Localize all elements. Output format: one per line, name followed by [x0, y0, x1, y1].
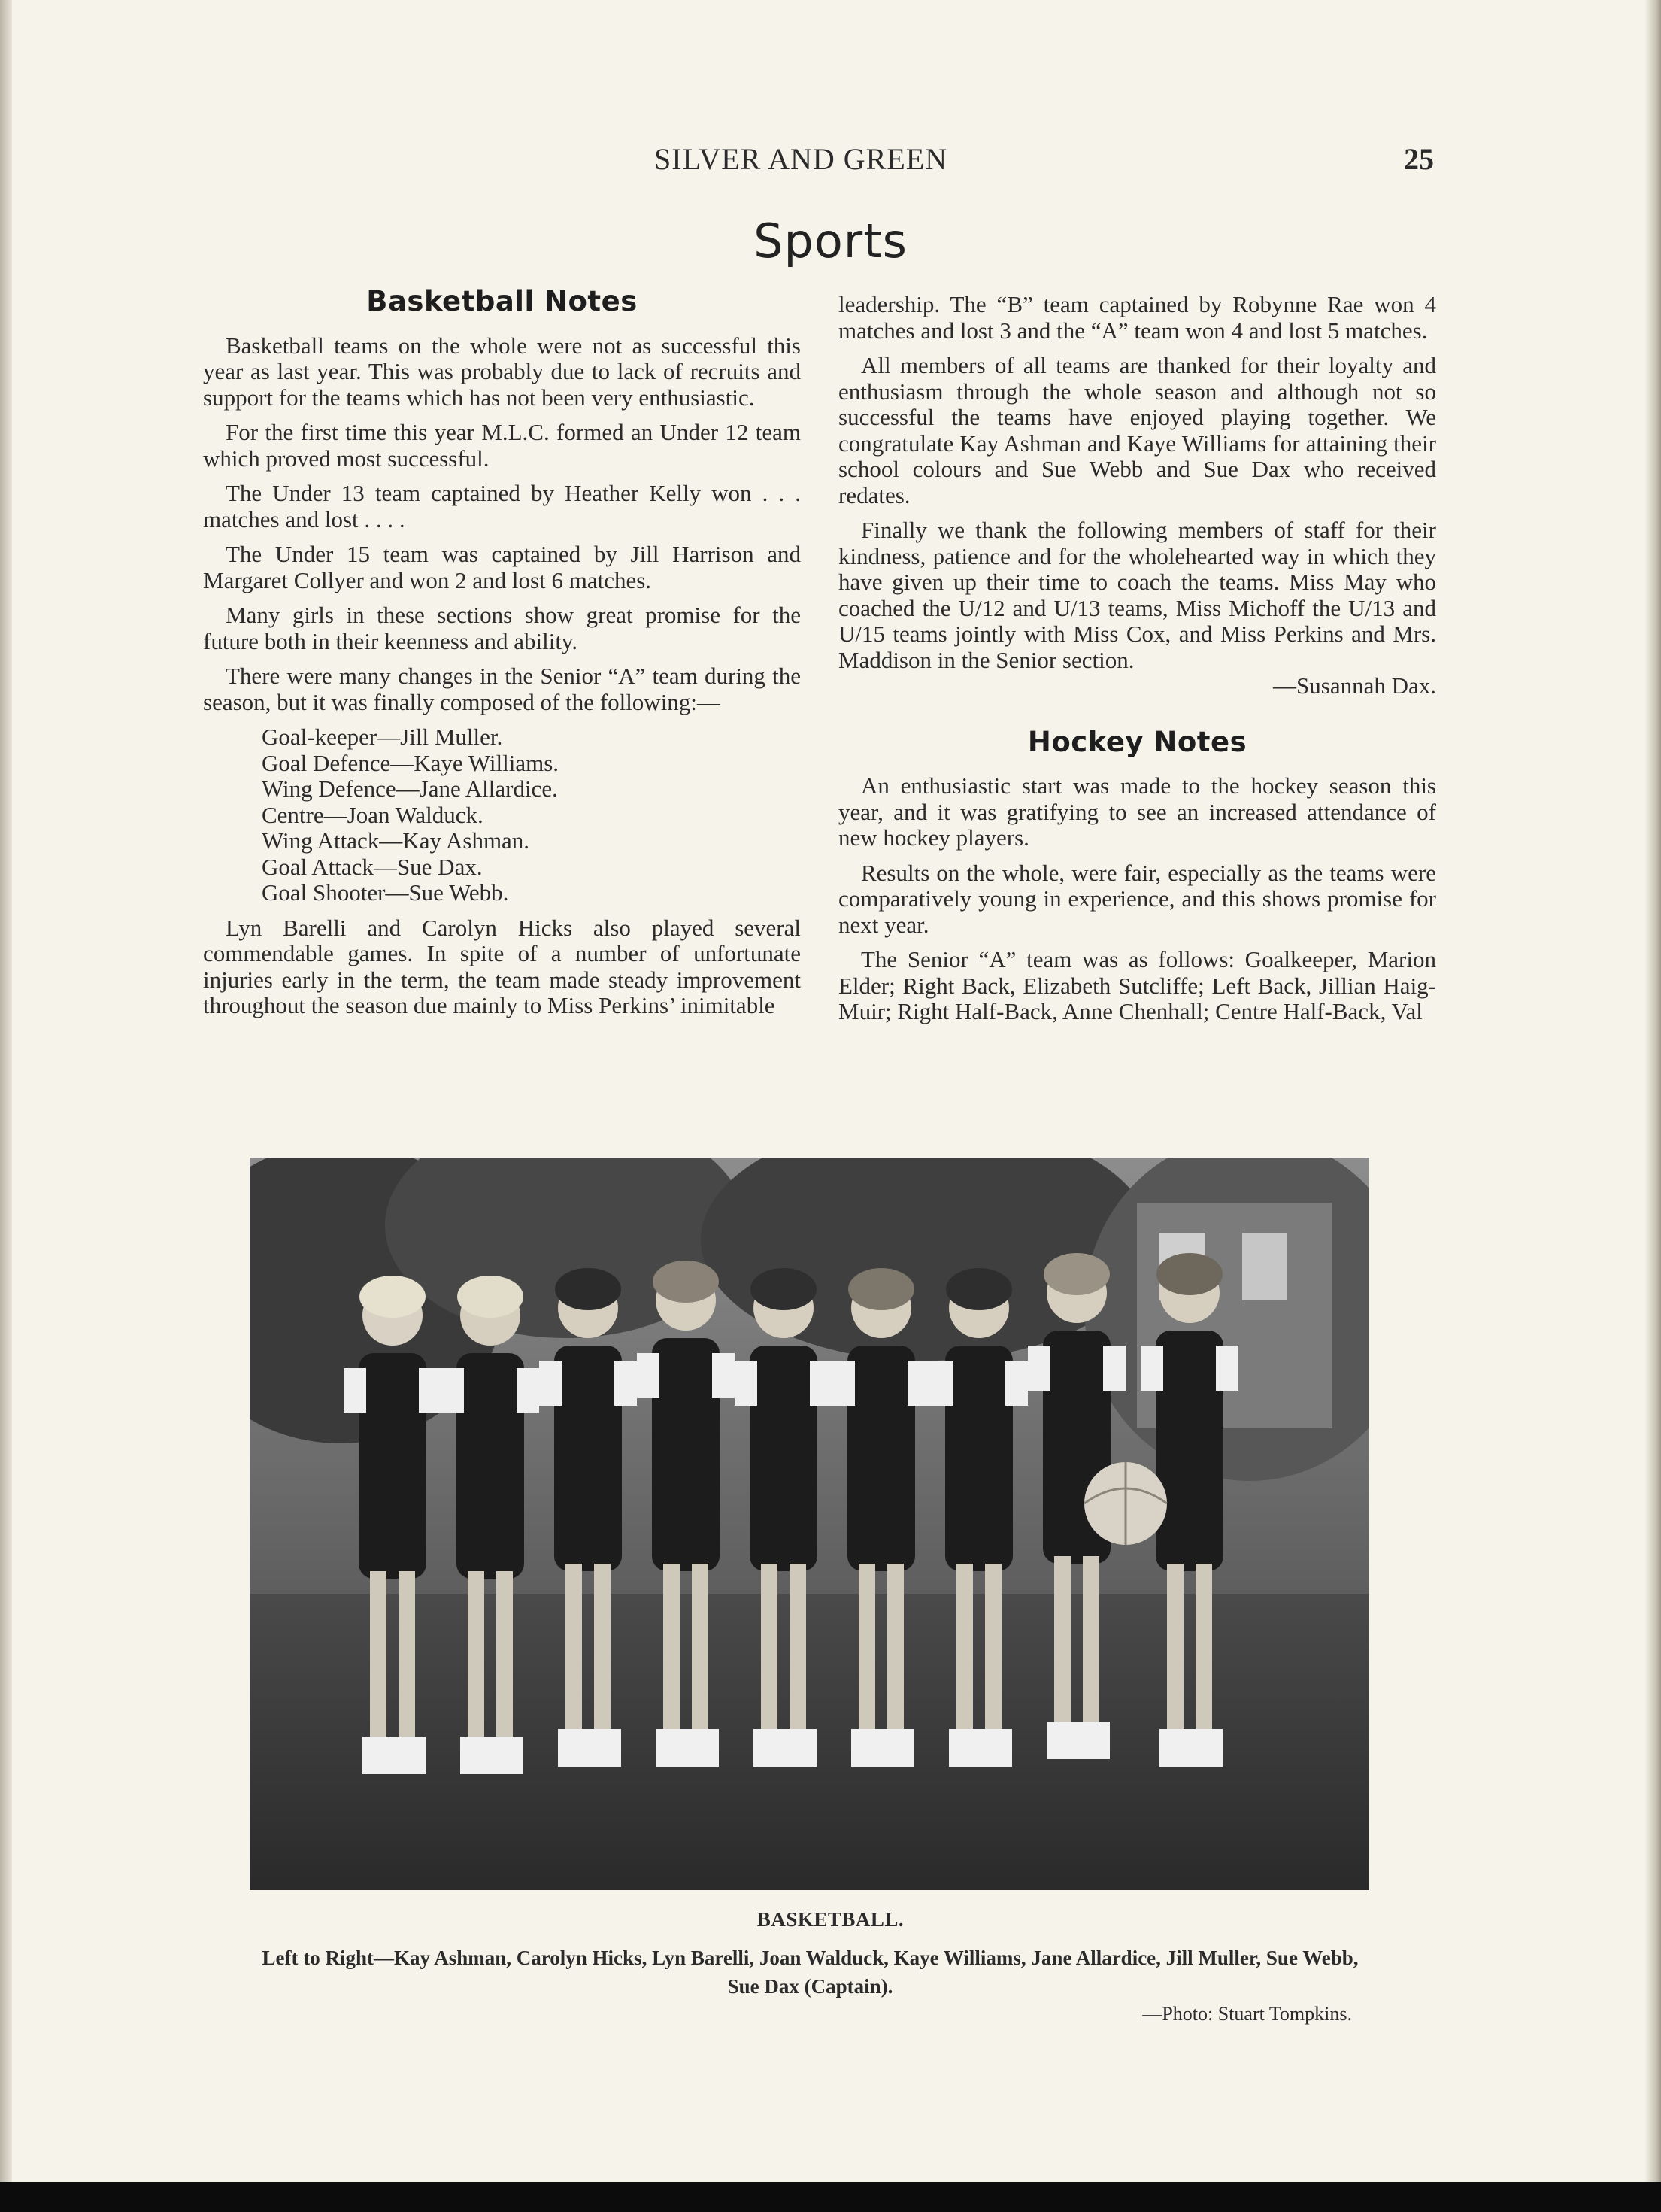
paragraph: Many girls in these sections show great promise for the future both in their keenness and ability. — [203, 602, 801, 654]
photo-caption-title: BASKETBALL. — [756, 1908, 905, 1931]
paragraph: Finally we thank the following members of staff for their kindness, patience and for the wholehearted way in which they have given up their time to coach the teams. Miss May who coached the U/12 and U/13 teams, Miss Michoff the U/13 and U/15 teams jointly with Miss Cox, and Miss Perkins and Mrs. Maddison in the Senior section. — [838, 517, 1436, 673]
lineup-item: Centre—Joan Walduck. — [262, 801, 483, 828]
article-author: —Susannah Dax. — [1273, 672, 1436, 699]
paragraph: The Under 13 team captained by Heather Kelly won . . . matches and lost . . . . — [203, 480, 801, 533]
lineup-item: Wing Attack—Kay Ashman. — [262, 827, 530, 854]
page-edge-shadow — [1644, 0, 1661, 2212]
paragraph: An enthusiastic start was made to the hockey season this year, and it was gratifying to see an increased attendance of new hockey players. — [838, 772, 1436, 851]
lineup-item: Goal Shooter—Sue Webb. — [262, 879, 509, 906]
lineup-item: Goal-keeper—Jill Muller. — [262, 724, 503, 750]
left-column — [203, 285, 801, 1028]
paragraph: The Under 15 team was captained by Jill Harrison and Margaret Collyer and won 2 and lost 6 matches. — [203, 541, 801, 593]
paragraph: For the first time this year M.L.C. formed an Under 12 team which proved most successful. — [203, 419, 801, 472]
photo-caption: Left to Right—Kay Ashman, Carolyn Hicks, Lyn Barelli, Joan Walduck, Kaye Williams, Jane Allardice, Jill Muller, Sue Webb, Sue Dax (Captain). — [262, 1946, 1359, 1998]
hockey-heading: Hockey Notes — [1027, 725, 1247, 758]
lineup-item: Goal Defence—Kaye Williams. — [262, 749, 559, 776]
section-title: Sports — [753, 214, 908, 269]
page-number: 25 — [1404, 142, 1434, 176]
photo-credit: —Photo: Stuart Tompkins. — [1142, 2003, 1352, 2025]
paragraph: Results on the whole, were fair, especially as the teams were comparatively young in experience, and this shows promise for next year. — [838, 859, 1436, 938]
paragraph: Lyn Barelli and Carolyn Hicks also played several commendable games. In spite of a number of unfortunate injuries early in the term, the team made steady improvement throughout the season due mainly to Miss Perkins’ inimitable — [203, 914, 801, 1018]
running-title: SILVER AND GREEN — [654, 142, 948, 176]
lineup-item: Wing Defence—Jane Allardice. — [262, 775, 558, 802]
paragraph: All members of all teams are thanked for their loyalty and enthusiasm through the whole season and although not so successful the teams have enjoyed playing together. We congratulate Kay Ashman and Kaye Williams for attaining their school colours and Sue Webb and Sue Dax who received redates. — [838, 352, 1436, 508]
paragraph: The Senior “A” team was as follows: Goalkeeper, Marion Elder; Right Back, Elizabeth Sutcliffe; Left Back, Jillian Haig-Muir; Right Half-Back, Anne Chenhall; Centre Half-Back, Val — [838, 946, 1436, 1024]
paragraph: Basketball teams on the whole were not as successful this year as last year. This was probably due to lack of recruits and support for the teams which has not been very enthusiastic. — [203, 332, 801, 411]
basketball-heading: Basketball Notes — [366, 285, 638, 317]
team-lineup — [262, 724, 801, 906]
paragraph: There were many changes in the Senior “A” team during the season, but it was finally composed of the following:— — [203, 663, 801, 715]
scan-bottom-edge — [0, 2182, 1661, 2212]
team-photo-illustration — [250, 1158, 1369, 1890]
lineup-item: Goal Attack—Sue Dax. — [262, 853, 483, 880]
right-column — [838, 292, 1436, 1034]
team-photo — [250, 1158, 1369, 1890]
page-binding-shadow — [0, 0, 12, 2212]
paragraph: leadership. The “B” team captained by Robynne Rae won 4 matches and lost 3 and the “A” team won 4 and lost 5 matches. — [838, 291, 1436, 344]
